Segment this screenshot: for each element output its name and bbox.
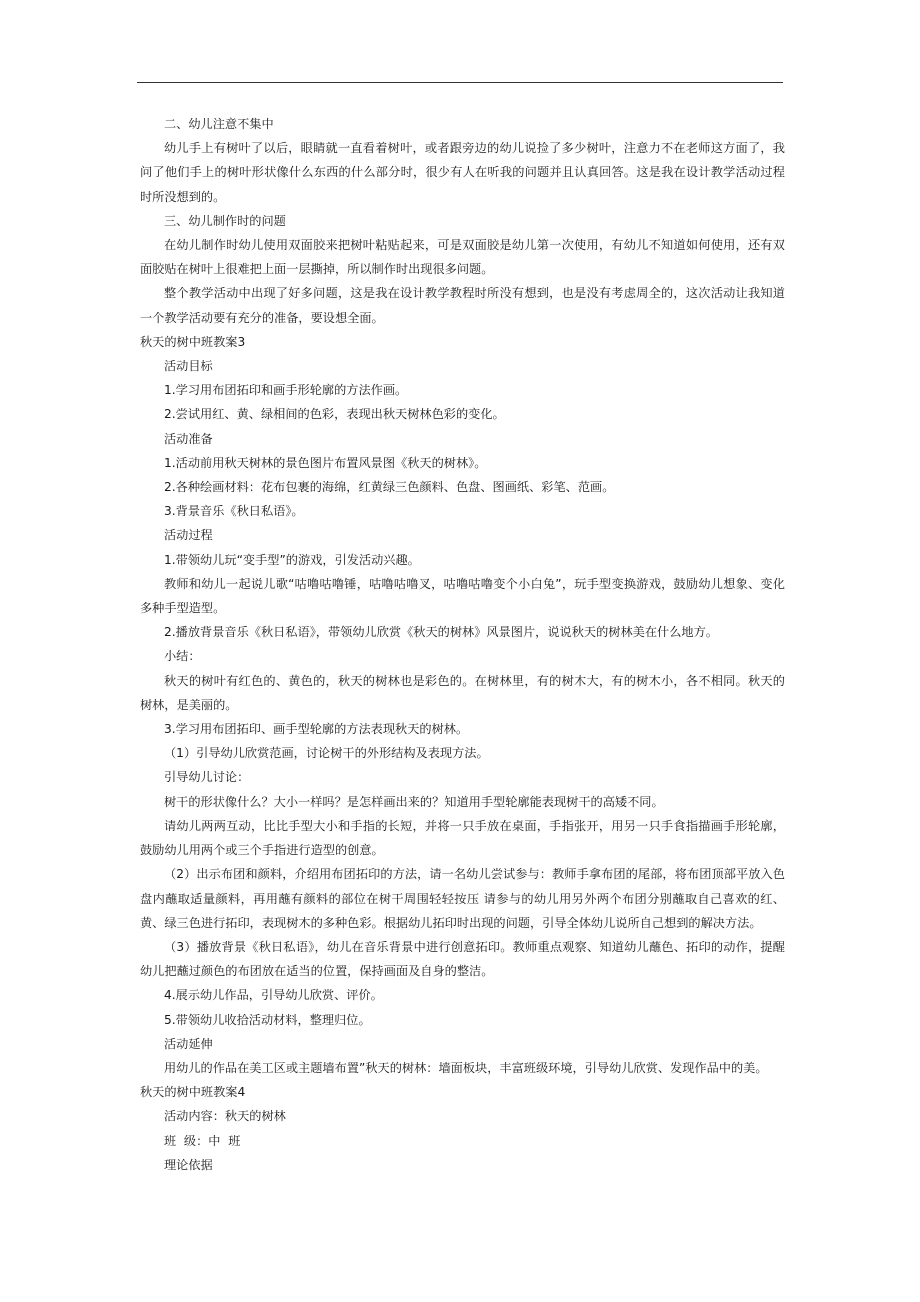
paragraph: （2）出示布团和颜料，介绍用布团拓印的方法，请一名幼儿尝试参与：教师手拿布团的尾部，将布团顶部平放入色盘内蘸取适量颜料，再用蘸有颜料的部位在树干周围轻轻按压 请参与的幼儿用另外两个布团分别蘸取自己喜欢的红、黄、绿三色进行拓印，表现树木的多种色彩。根据幼儿拓印时出现的问题，引导全体幼儿说所自己想到的解决方法。 (140, 867, 785, 930)
paragraph: 整个教学活动中出现了好多问题，这是我在设计教学教程时所没有想到，也是没有考虑周全的，这次活动让我知道一个教学活动要有充分的准备，要设想全面。 (140, 286, 785, 325)
list-item: 3.背景音乐《秋日私语》。 (164, 504, 304, 519)
lesson-title: 秋天的树中班教案3 (140, 334, 246, 349)
section-heading: 活动准备 (164, 431, 213, 446)
list-item: 4.展示幼儿作品，引导幼儿欣赏、评价。 (164, 988, 383, 1003)
list-item: 2.尝试用红、黄、绿相间的色彩，表现出秋天树林色彩的变化。 (164, 407, 505, 422)
paragraph: 班 级：中 班 (164, 1133, 241, 1148)
paragraph: 小结： (164, 649, 201, 664)
paragraph: 用幼儿的作品在美工区或主题墙布置”秋天的树林：墙面板块，丰富班级环境，引导幼儿欣赏、发现作品中的美。 (164, 1060, 768, 1075)
paragraph: （1）引导幼儿欣赏范画，讨论树干的外形结构及表现方法。 (164, 746, 489, 761)
section-heading: 活动目标 (164, 359, 213, 374)
document-body (140, 112, 785, 1177)
paragraph: 活动内容：秋天的树林 (164, 1109, 286, 1124)
list-item: 1.带领幼儿玩“变手型”的游戏，引发活动兴趣。 (164, 552, 420, 567)
paragraph: 在幼儿制作时幼儿使用双面胶来把树叶粘贴起来，可是双面胶是幼儿第一次使用，有幼儿不知道如何使用，还有双面胶贴在树叶上很难把上面一层撕掉，所以制作时出现很多问题。 (140, 238, 785, 277)
section-heading: 活动过程 (164, 528, 213, 543)
paragraph: 幼儿手上有树叶了以后，眼睛就一直看着树叶，或者跟旁边的幼儿说捡了多少树叶，注意力不在老师这方面了，我问了他们手上的树叶形状像什么东西的什么部分时，很少有人在听我的问题并且认真回答。这是我在设计教学活动过程时所没想到的。 (140, 141, 785, 204)
section-heading: 活动延伸 (164, 1036, 213, 1051)
list-item: 2.播放背景音乐《秋日私语》，带领幼儿欣赏《秋天的树林》风景图片，说说秋天的树林美在什么地方。 (164, 625, 718, 640)
list-item: 5.带领幼儿收拾活动材料，整理归位。 (164, 1012, 371, 1027)
section-heading: 二、幼儿注意不集中 (164, 117, 274, 131)
list-item: 1.学习用布团拓印和画手形轮廓的方法作画。 (164, 383, 408, 398)
paragraph: （3）播放背景《秋日私语》，幼儿在音乐背景中进行创意拓印。教师重点观察、知道幼儿蘸色、拓印的动作，提醒幼儿把蘸过颜色的布团放在适当的位置，保持画面及自身的整洁。 (140, 939, 785, 979)
header-rule (137, 82, 783, 83)
section-heading: 理论依据 (164, 1157, 213, 1172)
paragraph: 秋天的树叶有红色的、黄色的，秋天的树林也是彩色的。在树林里，有的树木大，有的树木小，各不相同。秋天的树林，是美丽的。 (140, 673, 785, 712)
list-item: 3.学习用布团拓印、画手型轮廓的方法表现秋天的树林。 (164, 722, 469, 737)
paragraph: 请幼儿两两互动，比比手型大小和手指的长短，并将一只手放在桌面，手指张开，用另一只手食指描画手形轮廓，鼓励幼儿用两个或三个手指进行造型的创意。 (140, 818, 785, 858)
list-item: 2.各种绘画材料：花布包裹的海绵，红黄绿三色颜料、色盘、图画纸、彩笔、范画。 (164, 480, 615, 495)
section-heading: 三、幼儿制作时的问题 (164, 213, 286, 228)
lesson-title: 秋天的树中班教案4 (140, 1085, 246, 1100)
paragraph: 教师和幼儿一起说儿歌“咕噜咕噜锤，咕噜咕噜叉，咕噜咕噜变个小白兔”，玩手型变换游戏，鼓励幼儿想象、变化多种手型造型。 (140, 576, 785, 616)
list-item: 1.活动前用秋天树林的景色图片布置风景图《秋天的树林》。 (164, 455, 487, 470)
paragraph: 引导幼儿讨论： (164, 770, 250, 785)
paragraph: 树干的形状像什么？大小一样吗？是怎样画出来的？知道用手型轮廓能表现树干的高矮不同。 (164, 794, 664, 809)
